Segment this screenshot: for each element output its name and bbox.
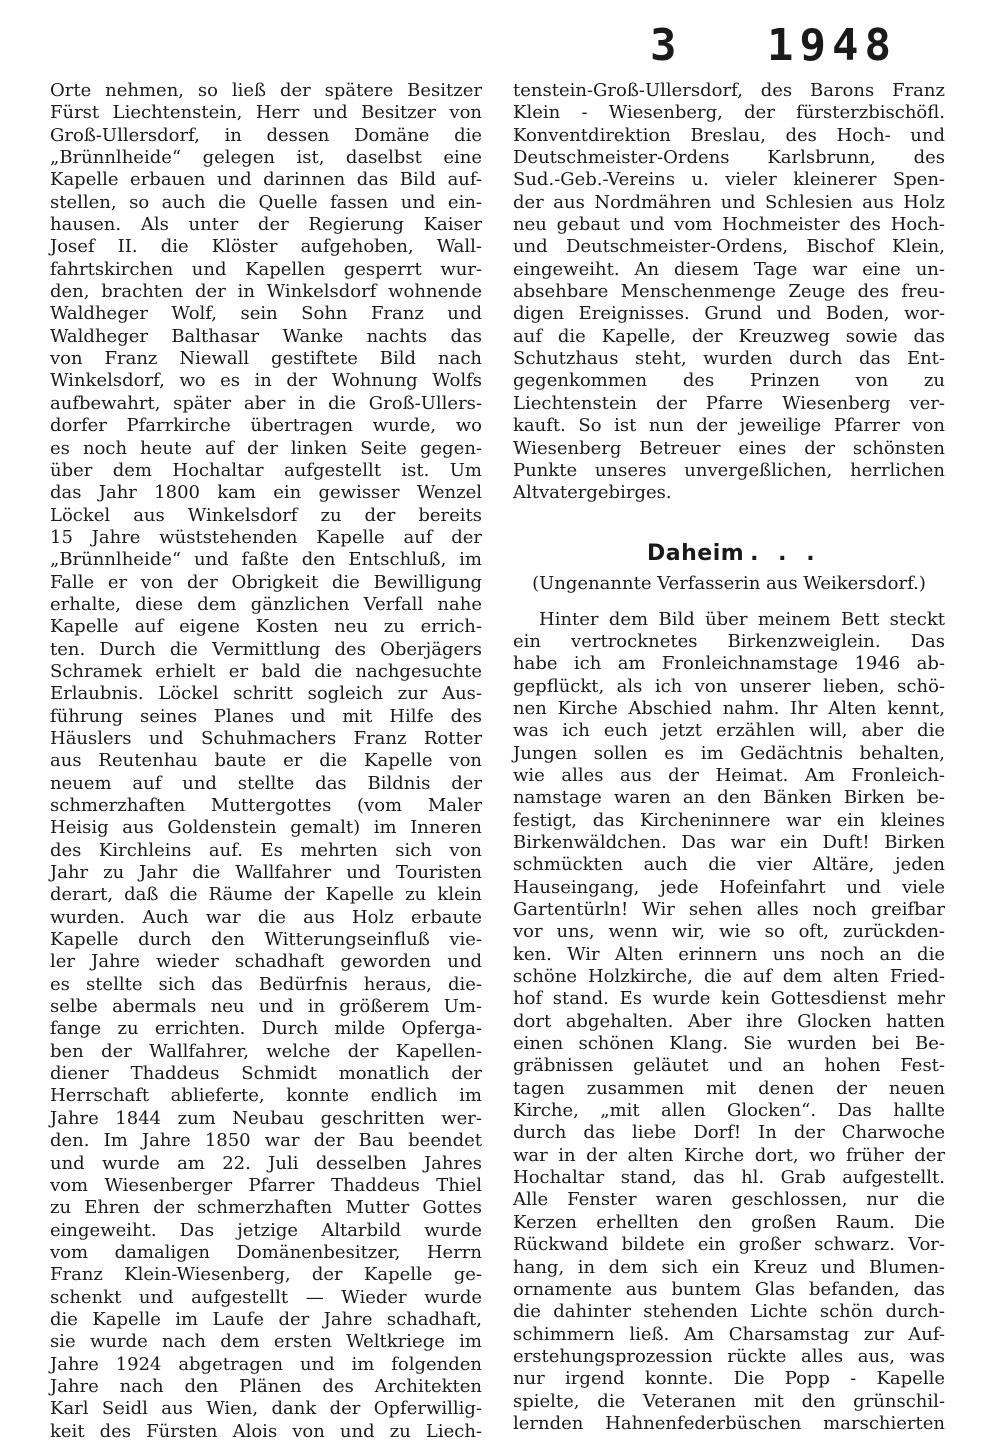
text-line: eingeweiht. Das jetzige Altarbild wurde [50,1219,482,1241]
text-line: Hauseingang, jede Hofeinfahrt und viele [513,876,945,898]
text-line: Josef II. die Klöster aufgehoben, Wall- [50,236,482,258]
text-line: hausen. Als unter der Regierung Kaiser [50,214,482,236]
text-line: Jungen sollen es im Gedächtnis behalten, [513,742,945,764]
text-line: Wiesenberg Betreuer eines der schönsten [513,437,945,459]
article-byline: (Ungenannte Verfasserin aus Weikersdorf.) [532,572,926,594]
text-line: Konventdirektion Breslau, des Hoch- und [513,124,945,146]
text-line: Punkte unseres unvergeßlichen, herrlichen [513,459,945,481]
text-line: Schutzhaus steht, wurden durch das Ent- [513,348,945,370]
text-line: wurden. Auch war die aus Holz erbaute [50,906,482,928]
text-line: „Brünnlheide“ gelegen ist, daselbst eine [50,147,482,169]
text-line: Hinter dem Bild über meinem Bett steckt [539,608,945,630]
year: 1948 [767,20,897,71]
text-line: Kerzen erhellten den großen Raum. Die [513,1211,945,1233]
text-line: die Kapelle im Laufe der Jahre schadhaft, [50,1308,482,1330]
text-line: wie alles aus der Heimat. Am Fronleich- [513,764,945,786]
text-line: Franz Klein-Wiesenberg, der Kapelle ge- [50,1264,482,1286]
text-line: Fürst Liechtenstein, Herr und Besitzer von [50,102,482,124]
text-line: zu Ehren der schmerzhaften Mutter Gottes [50,1197,482,1219]
text-line: Falle er von der Obrigkeit die Bewilligung [50,571,482,593]
text-line: tagen zusammen mit denen der neuen [513,1077,945,1099]
text-line: Hochaltar stand, das hl. Grab aufgestellt. [513,1167,945,1189]
text-line: aus Reutenhau baute er die Kapelle von [50,750,482,772]
text-line: vor uns, wenn wir, wie so oft, zurückden- [513,921,945,943]
text-line: Sud.-Geb.-Vereins u. vieler kleinerer Spen- [513,169,945,191]
text-line: Waldheger Balthasar Wanke nachts das [50,325,482,347]
text-line: des Kirchleins auf. Es mehrten sich von [50,839,482,861]
text-line: Orte nehmen, so ließ der spätere Besitzer [50,80,482,101]
text-line: fange zu errichten. Durch milde Opferga- [50,1018,482,1040]
text-line: Kirche, „mit allen Glocken“. Das hallte [513,1100,945,1122]
text-line: spielte, die Veteranen mit den grünschil- [513,1390,945,1412]
text-line: schöne Holzkirche, die auf dem alten Fried- [513,966,945,988]
right-column [513,80,945,1435]
text-line: schenkt und aufgestellt — Wieder wurde [50,1286,482,1308]
text-line: erhalte, diese dem gänzlichen Verfall nahe [50,593,482,615]
text-line: kauft. So ist nun der jeweilige Pfarrer von [513,415,945,437]
text-line: der aus Nordmähren und Schlesien aus Holz [513,191,945,213]
text-line: Alle Fenster waren geschlossen, nur die [513,1189,945,1211]
text-line: war in der alten Kirche dort, wo früher der [513,1144,945,1166]
text-line: durch das liebe Dorf! In der Charwoche [513,1122,945,1144]
text-line: Kapelle durch den Witterungseinfluß vie- [50,929,482,951]
text-line: über dem Hochaltar aufgestellt ist. Um [50,459,482,481]
text-line: Schramek erhielt er bald die nachgesuchte [50,660,482,682]
article-title-dots: . . . [750,540,821,566]
left-column [50,80,482,1443]
page-header [650,20,897,71]
text-line: schmerzhaften Muttergottes (vom Maler [50,795,482,816]
text-line: Jahr zu Jahr die Wallfahrer und Touristen [50,862,482,884]
text-line: hof stand. Es wurde kein Gottesdienst mehr [513,988,945,1010]
text-line: habe ich am Fronleichnamstage 1946 ab- [513,653,945,675]
text-line: Winkelsdorf, wo es in der Wohnung Wolfs [50,370,482,392]
article-title [513,539,945,569]
text-line: festigt, das Kircheninnere war ein kleines [513,809,945,831]
text-line: namstage waren an den Bänken Birken be- [513,787,945,809]
text-line: Waldheger Wolf, sein Sohn Franz und [50,303,482,325]
text-line: Herrschaft ablieferte, konnte endlich im [50,1085,482,1107]
text-line: Häuslers und Schuhmachers Franz Rotter [50,727,482,749]
text-line: ten. Durch die Vermittlung des Oberjägers [50,638,482,660]
text-line: ein vertrocknetes Birkenzweiglein. Das [513,630,945,652]
text-line: „Brünnlheide“ und faßte den Entschluß, im [50,549,482,571]
article-title-text: Daheim [647,540,745,566]
text-line: 15 Jahre wüststehenden Kapelle auf der [50,526,482,548]
text-line: die dahinter stehenden Lichte schön durch- [513,1301,945,1323]
text-line: schmückten auch die vier Altäre, jeden [513,854,945,876]
text-line: diener Thaddeus Schmidt monatlich der [50,1063,482,1085]
text-line: selbe abermals neu und in größerem Um- [50,996,482,1018]
text-line: das Jahr 1800 kam ein gewisser Wenzel [50,482,482,504]
text-line: Groß-Ullersdorf, in dessen Domäne die [50,124,482,146]
text-line: einen schönen Klang. Sie wurden bei Be- [513,1033,945,1055]
text-line: auf die Kapelle, der Kreuzweg sowie das [513,325,945,347]
text-line: es stellte sich das Bedürfnis heraus, die- [50,973,482,995]
text-line: was ich euch jetzt erzählen will, aber die [513,720,945,742]
text-line: ken. Wir Alten erinnern uns noch an die [513,943,945,965]
text-line: Heisig aus Goldenstein gemalt) im Inneren [50,817,482,839]
text-line: Gartentürln! Wir sehen alles noch greifbar [513,899,945,920]
text-line: Birkenwäldchen. Das war ein Duft! Birken [513,831,945,853]
text-line: aufbewahrt, später aber in die Groß-Ullers- [50,392,482,414]
text-line: Klein - Wiesenberg, der fürsterzbischöfl. [513,102,945,124]
text-line: gegenkommen des Prinzen von zu [513,370,945,392]
text-line: Rückwand bildete ein großer schwarz. Vor- [513,1234,945,1256]
article-body [513,609,945,1436]
text-line: erstehungsprozession rückte alles aus, was [513,1345,945,1367]
text-line: derart, daß die Räume der Kapelle zu klein [50,884,482,906]
text-line: den, brachten der in Winkelsdorf wohnende [50,281,482,303]
text-line: stellen, so auch die Quelle fassen und ein- [50,191,482,213]
text-line: ler Jahre wieder schadhaft geworden und [50,951,482,973]
text-line: digen Ereignisses. Grund und Boden, wor- [513,303,945,325]
text-line: Jahre 1924 abgetragen und im folgenden [50,1353,482,1375]
text-line: vom damaligen Domänenbesitzer, Herrn [50,1241,482,1263]
section-spacer [513,505,945,539]
text-line: vom Wiesenberger Pfarrer Thaddeus Thiel [50,1174,482,1196]
text-line: hang, in dem sich ein Kreuz und Blumen- [513,1256,945,1278]
text-line: Erlaubnis. Löckel schritt sogleich zur Aus- [50,683,482,705]
text-line: Karl Seidl aus Wien, dank der Opferwillig- [50,1398,482,1420]
text-line: von Franz Niewall gestiftete Bild nach [50,348,482,370]
text-line: führung seines Planes und mit Hilfe des [50,705,482,727]
text-line: eingeweiht. An diesem Tage war eine un- [513,258,945,280]
text-line: tenstein-Groß-Ullersdorf, des Barons Franz [513,80,945,101]
text-line: fahrtskirchen und Kapellen gesperrt wur- [50,258,482,280]
text-line: lernden Hahnenfederbüschen marschierten [513,1412,945,1434]
text-line: neuem auf und stellte das Bildnis der [50,772,482,794]
text-line: absehbare Menschenmenge Zeuge des freu- [513,281,945,303]
text-line: dorfer Pfarrkirche übertragen wurde, wo [50,415,482,437]
issue-number: 3 [650,20,683,71]
text-line: Altvatergebirges. [513,482,672,504]
text-line: Liechtenstein der Pfarre Wiesenberg ver- [513,392,945,414]
text-line: nur irgend konnte. Die Popp - Kapelle [513,1368,945,1390]
text-line: den. Im Jahre 1850 war der Bau beendet [50,1130,482,1152]
text-line: nen Kirche Abschied nahm. Ihr Alten kennt, [513,697,945,719]
text-line: Deutschmeister-Ordens Karlsbrunn, des [513,147,945,169]
text-line: Löckel aus Winkelsdorf zu der bereits [50,504,482,526]
text-line: und wurde am 22. Juli desselben Jahres [50,1152,482,1174]
text-line: Jahre 1844 zum Neubau geschritten wer- [50,1107,482,1129]
text-line: schimmern ließ. Am Charsamstag zur Auf- [513,1323,945,1345]
text-line: ben der Wallfahrer, welche der Kapellen- [50,1040,482,1062]
text-line: es noch heute auf der linken Seite gegen- [50,437,482,459]
text-line: keit des Fürsten Alois von und zu Liech- [50,1420,482,1442]
text-line: Kapelle erbauen und darinnen das Bild auf- [50,169,482,191]
text-line: gräbnissen geläutet und an hohen Fest- [513,1055,945,1077]
text-line: Kapelle auf eigene Kosten neu zu errich- [50,616,482,638]
text-line: dort abgehalten. Aber ihre Glocken hatten [513,1010,945,1032]
text-line: neu gebaut und vom Hochmeister des Hoch- [513,214,945,236]
text-line: Jahre nach den Plänen des Architekten [50,1375,482,1397]
text-line: und Deutschmeister-Ordens, Bischof Klein, [513,236,945,258]
text-line: sie wurde nach dem ersten Weltkriege im [50,1331,482,1353]
text-line: ornamente aus buntem Glas befanden, das [513,1278,945,1300]
right-column-continuation [513,80,945,505]
text-line: gepflückt, als ich von unserer lieben, schö- [513,675,945,697]
